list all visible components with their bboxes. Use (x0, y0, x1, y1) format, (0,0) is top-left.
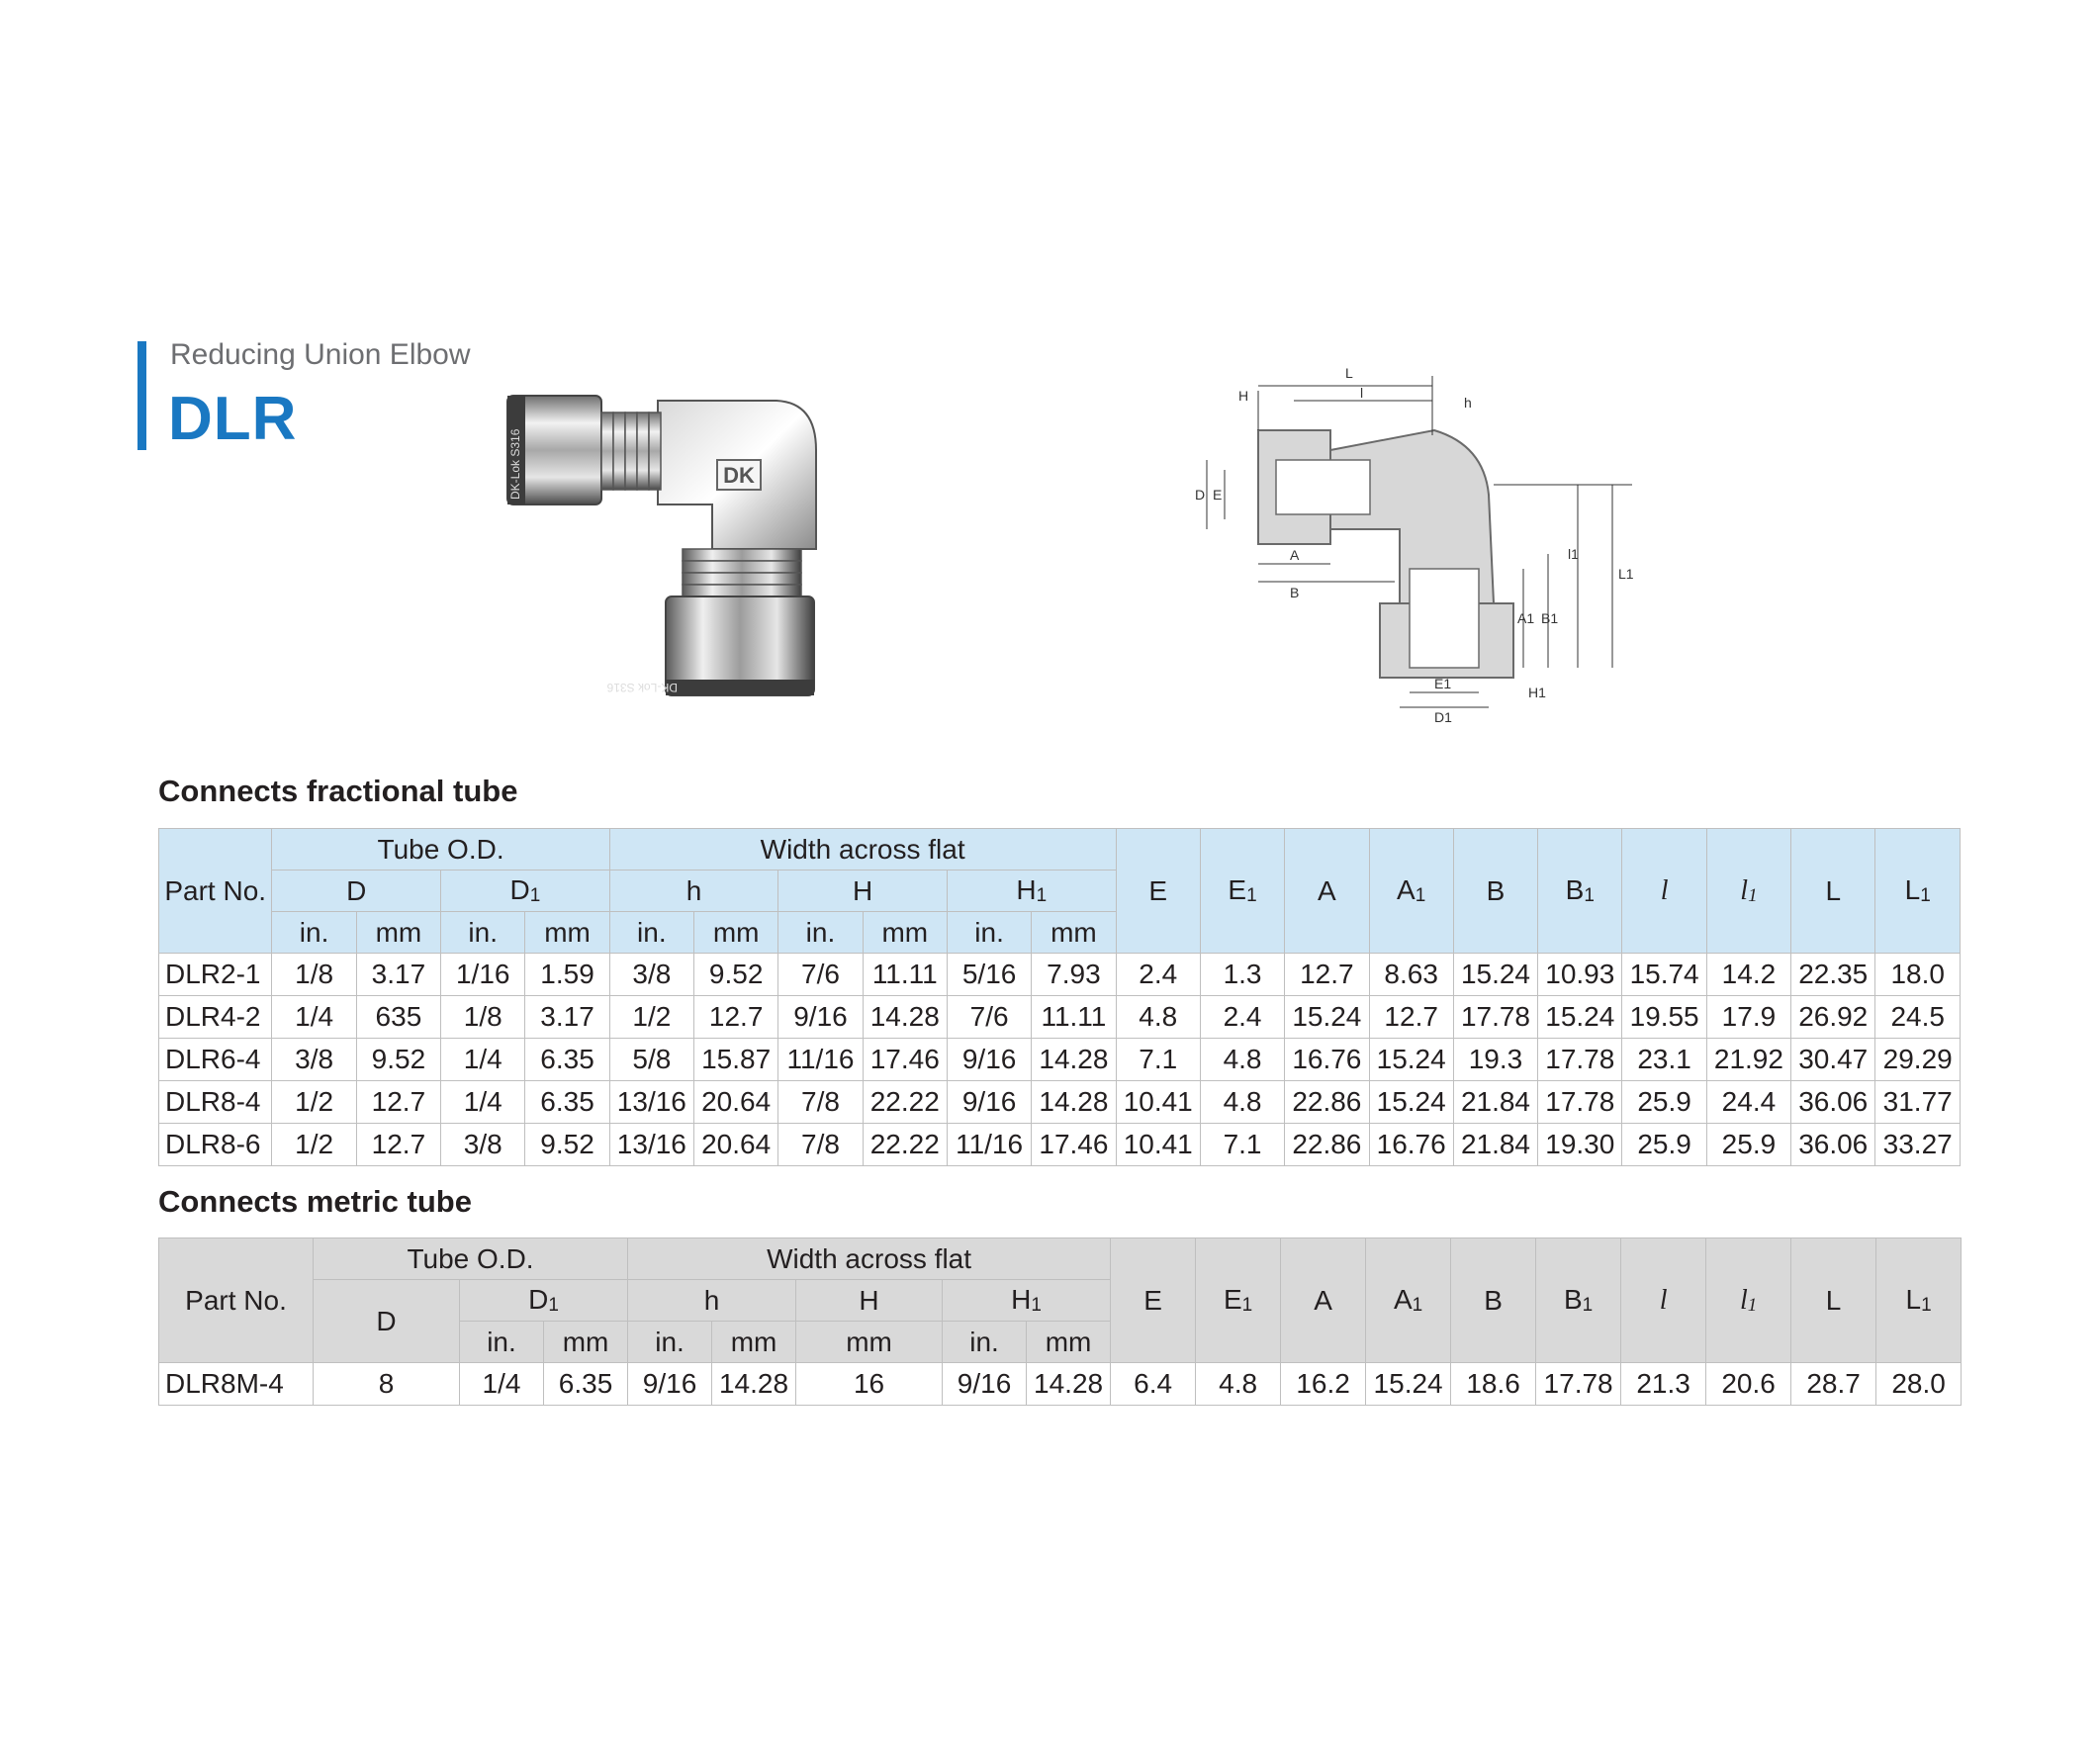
table-row (159, 954, 1961, 996)
table-cell: 1/8 (441, 996, 525, 1039)
table-cell: 2.4 (1116, 954, 1200, 996)
table-cell: 22.86 (1285, 1081, 1369, 1124)
table-cell: 14.28 (712, 1363, 796, 1406)
header-H1: H1 (947, 870, 1116, 912)
table-cell: 25.9 (1622, 1124, 1706, 1166)
table-cell: 14.28 (863, 996, 947, 1039)
drawing-label-E: E (1213, 487, 1223, 503)
table-cell: 12.7 (1285, 954, 1369, 996)
drawing-label-h: h (1464, 395, 1472, 411)
metric-unit-header: mm (1027, 1322, 1111, 1363)
metric-header-A: A (1281, 1238, 1366, 1363)
table-cell: 14.28 (1032, 1039, 1116, 1081)
table-cell: 22.22 (863, 1124, 947, 1166)
table-cell: 7.93 (1032, 954, 1116, 996)
table-cell: 12.7 (694, 996, 778, 1039)
table-cell: 14.2 (1706, 954, 1790, 996)
table-cell: 19.30 (1538, 1124, 1622, 1166)
table-cell: 17.78 (1453, 996, 1537, 1039)
product-code-title: DLR (168, 385, 298, 453)
table-cell: 7/6 (778, 954, 863, 996)
drawing-label-B1: B1 (1541, 610, 1559, 626)
table-cell: 12.7 (356, 1124, 440, 1166)
unit-header: in. (441, 912, 525, 954)
table-cell: 14.28 (1032, 1081, 1116, 1124)
table-cell: 15.24 (1453, 954, 1537, 996)
table-cell: 9.52 (356, 1039, 440, 1081)
table-cell: 13/16 (609, 1124, 693, 1166)
table-cell: 15.87 (694, 1039, 778, 1081)
metric-header-H: H (796, 1280, 943, 1322)
table-cell: 21.84 (1453, 1124, 1537, 1166)
header-part-no: Part No. (159, 829, 272, 954)
table-cell: 30.47 (1791, 1039, 1875, 1081)
unit-header: mm (863, 912, 947, 954)
table-cell: 18.0 (1875, 954, 1961, 996)
table-cell: 17.9 (1706, 996, 1790, 1039)
table-cell: 22.86 (1285, 1124, 1369, 1166)
table-cell: 15.24 (1366, 1363, 1451, 1406)
metric-header-l1: l1 (1706, 1238, 1791, 1363)
table-cell: 1/16 (441, 954, 525, 996)
table-cell: 17.46 (863, 1039, 947, 1081)
table-cell: 7/8 (778, 1081, 863, 1124)
header-D: D (272, 870, 441, 912)
metric-header-A1: A1 (1366, 1238, 1451, 1363)
metric-unit-header: mm (796, 1322, 943, 1363)
table-cell: 17.78 (1536, 1363, 1621, 1406)
table-cell: 4.8 (1200, 1039, 1284, 1081)
unit-header: in. (778, 912, 863, 954)
table-cell: 9.52 (525, 1124, 609, 1166)
table-cell: 6.35 (544, 1363, 628, 1406)
header-A1: A1 (1369, 829, 1453, 954)
table-cell: 22.35 (1791, 954, 1875, 996)
header-B: B (1453, 829, 1537, 954)
metric-header-width-across-flat: Width across flat (628, 1238, 1111, 1280)
table-cell: 9/16 (947, 1081, 1031, 1124)
table-row (159, 1363, 1962, 1406)
table-cell: 6.35 (525, 1039, 609, 1081)
drawing-label-E1: E1 (1434, 676, 1452, 691)
table-cell: 10.93 (1538, 954, 1622, 996)
table-cell: 36.06 (1791, 1081, 1875, 1124)
table-cell: 16.2 (1281, 1363, 1366, 1406)
metric-header-E: E (1111, 1238, 1196, 1363)
drawing-label-B: B (1290, 585, 1300, 600)
table-cell: 8 (314, 1363, 460, 1406)
table-cell: 7.1 (1200, 1124, 1284, 1166)
table-cell: 1/8 (272, 954, 356, 996)
table-cell: 1/2 (609, 996, 693, 1039)
drawing-label-H: H (1238, 388, 1249, 404)
fractional-section-title: Connects fractional tube (158, 774, 518, 808)
metric-header-part-no: Part No. (159, 1238, 314, 1363)
table-cell: 1/2 (272, 1124, 356, 1166)
part-number-cell: DLR8M-4 (159, 1363, 314, 1406)
table-cell: 5/8 (609, 1039, 693, 1081)
header-E: E (1116, 829, 1200, 954)
brand-mark: DK (723, 463, 755, 488)
table-cell: 25.9 (1706, 1124, 1790, 1166)
table-cell: 13/16 (609, 1081, 693, 1124)
metric-header-tube-od: Tube O.D. (314, 1238, 628, 1280)
drawing-label-H1: H1 (1528, 685, 1546, 700)
metric-header-H1: H1 (943, 1280, 1111, 1322)
table-cell: 20.64 (694, 1081, 778, 1124)
metric-header-B: B (1451, 1238, 1536, 1363)
table-cell: 24.4 (1706, 1081, 1790, 1124)
part-number-cell: DLR8-4 (159, 1081, 272, 1124)
table-cell: 1.59 (525, 954, 609, 996)
unit-header: mm (694, 912, 778, 954)
table-cell: 28.0 (1876, 1363, 1962, 1406)
metric-unit-header: in. (628, 1322, 712, 1363)
unit-header: in. (609, 912, 693, 954)
table-cell: 15.24 (1538, 996, 1622, 1039)
table-cell: 12.7 (356, 1081, 440, 1124)
table-cell: 11/16 (778, 1039, 863, 1081)
table-cell: 3/8 (609, 954, 693, 996)
table-cell: 12.7 (1369, 996, 1453, 1039)
unit-header: mm (356, 912, 440, 954)
table-cell: 4.8 (1200, 1081, 1284, 1124)
table-cell: 28.7 (1791, 1363, 1876, 1406)
metric-unit-header: in. (943, 1322, 1027, 1363)
table-cell: 24.5 (1875, 996, 1961, 1039)
table-cell: 3/8 (441, 1124, 525, 1166)
metric-header-B1: B1 (1536, 1238, 1621, 1363)
product-photo (500, 391, 826, 707)
metric-header-E1: E1 (1196, 1238, 1281, 1363)
header-h: h (609, 870, 778, 912)
table-cell: 11/16 (947, 1124, 1031, 1166)
dimension-drawing (1187, 356, 1652, 737)
table-cell: 21.84 (1453, 1081, 1537, 1124)
drawing-label-D1: D1 (1434, 709, 1452, 725)
table-cell: 1.3 (1200, 954, 1284, 996)
table-cell: 635 (356, 996, 440, 1039)
table-cell: 1/4 (441, 1039, 525, 1081)
drawing-label-L: L (1345, 365, 1353, 381)
table-cell: 1/4 (460, 1363, 544, 1406)
table-cell: 3.17 (525, 996, 609, 1039)
table-cell: 7.1 (1116, 1039, 1200, 1081)
unit-header: mm (525, 912, 609, 954)
metric-header-L: L (1791, 1238, 1876, 1363)
table-cell: 23.1 (1622, 1039, 1706, 1081)
header-L1: L1 (1875, 829, 1961, 954)
part-number-cell: DLR2-1 (159, 954, 272, 996)
table-cell: 7/8 (778, 1124, 863, 1166)
metric-section-title: Connects metric tube (158, 1184, 472, 1219)
table-cell: 4.8 (1196, 1363, 1281, 1406)
metric-unit-header: in. (460, 1322, 544, 1363)
table-cell: 9/16 (943, 1363, 1027, 1406)
metric-header-L1: L1 (1876, 1238, 1962, 1363)
table-cell: 21.92 (1706, 1039, 1790, 1081)
header-A: A (1285, 829, 1369, 954)
table-cell: 31.77 (1875, 1081, 1961, 1124)
table-cell: 15.24 (1369, 1039, 1453, 1081)
metric-header-h: h (628, 1280, 796, 1322)
table-cell: 1/2 (272, 1081, 356, 1124)
table-cell: 16.76 (1369, 1124, 1453, 1166)
table-cell: 15.24 (1285, 996, 1369, 1039)
table-cell: 36.06 (1791, 1124, 1875, 1166)
table-cell: 29.29 (1875, 1039, 1961, 1081)
table-cell: 22.22 (863, 1081, 947, 1124)
header-l: l (1622, 829, 1706, 954)
table-cell: 1/4 (441, 1081, 525, 1124)
table-cell: 5/16 (947, 954, 1031, 996)
table-cell: 26.92 (1791, 996, 1875, 1039)
table-cell: 15.74 (1622, 954, 1706, 996)
header-l1: l1 (1706, 829, 1790, 954)
table-cell: 2.4 (1200, 996, 1284, 1039)
table-cell: 33.27 (1875, 1124, 1961, 1166)
table-cell: 9.52 (694, 954, 778, 996)
table-cell: 18.6 (1451, 1363, 1536, 1406)
header-H: H (778, 870, 948, 912)
drawing-label-l: l (1360, 385, 1364, 401)
drawing-label-A: A (1290, 547, 1300, 563)
metric-header-l: l (1621, 1238, 1706, 1363)
metric-spec-table (158, 1237, 1962, 1406)
unit-header: mm (1032, 912, 1116, 954)
part-number-cell: DLR4-2 (159, 996, 272, 1039)
product-subtitle: Reducing Union Elbow (170, 338, 471, 371)
table-cell: 6.4 (1111, 1363, 1196, 1406)
table-cell: 17.46 (1032, 1124, 1116, 1166)
table-cell: 11.11 (863, 954, 947, 996)
table-cell: 20.64 (694, 1124, 778, 1166)
table-cell: 15.24 (1369, 1081, 1453, 1124)
table-cell: 19.3 (1453, 1039, 1537, 1081)
table-cell: 3.17 (356, 954, 440, 996)
table-cell: 8.63 (1369, 954, 1453, 996)
metric-header-D1: D1 (460, 1280, 628, 1322)
drawing-label-l1: l1 (1568, 546, 1579, 562)
unit-header: in. (947, 912, 1031, 954)
part-number-cell: DLR6-4 (159, 1039, 272, 1081)
drawing-label-L1: L1 (1618, 566, 1634, 582)
table-cell: 14.28 (1027, 1363, 1111, 1406)
part-number-cell: DLR8-6 (159, 1124, 272, 1166)
table-cell: 21.3 (1621, 1363, 1706, 1406)
header-tube-od: Tube O.D. (272, 829, 609, 870)
drawing-label-A1: A1 (1517, 610, 1535, 626)
table-cell: 17.78 (1538, 1039, 1622, 1081)
table-cell: 9/16 (947, 1039, 1031, 1081)
title-accent-bar (137, 341, 146, 450)
unit-header: in. (272, 912, 356, 954)
table-cell: 6.35 (525, 1081, 609, 1124)
table-cell: 11.11 (1032, 996, 1116, 1039)
table-cell: 3/8 (272, 1039, 356, 1081)
nut-engraving-left: DK-Lok S316 (508, 428, 522, 500)
table-cell: 4.8 (1116, 996, 1200, 1039)
drawing-label-D: D (1195, 487, 1206, 503)
table-cell: 16 (796, 1363, 943, 1406)
table-cell: 9/16 (628, 1363, 712, 1406)
table-cell: 25.9 (1622, 1081, 1706, 1124)
metric-unit-header: mm (712, 1322, 796, 1363)
table-row (159, 1081, 1961, 1124)
table-cell: 10.41 (1116, 1081, 1200, 1124)
metric-unit-header: mm (544, 1322, 628, 1363)
header-D1: D1 (441, 870, 610, 912)
header-width-across-flat: Width across flat (609, 829, 1116, 870)
table-cell: 17.78 (1538, 1081, 1622, 1124)
table-row (159, 1124, 1961, 1166)
header-B1: B1 (1538, 829, 1622, 954)
fractional-spec-table (158, 828, 1961, 1166)
table-cell: 7/6 (947, 996, 1031, 1039)
table-cell: 19.55 (1622, 996, 1706, 1039)
metric-header-D: D (314, 1280, 460, 1363)
table-cell: 1/4 (272, 996, 356, 1039)
table-cell: 10.41 (1116, 1124, 1200, 1166)
table-cell: 9/16 (778, 996, 863, 1039)
header-E1: E1 (1200, 829, 1284, 954)
table-cell: 16.76 (1285, 1039, 1369, 1081)
table-row (159, 996, 1961, 1039)
header-L: L (1791, 829, 1875, 954)
table-row (159, 1039, 1961, 1081)
table-cell: 20.6 (1706, 1363, 1791, 1406)
nut-engraving-bottom: DK-Lok S316 (606, 681, 678, 694)
